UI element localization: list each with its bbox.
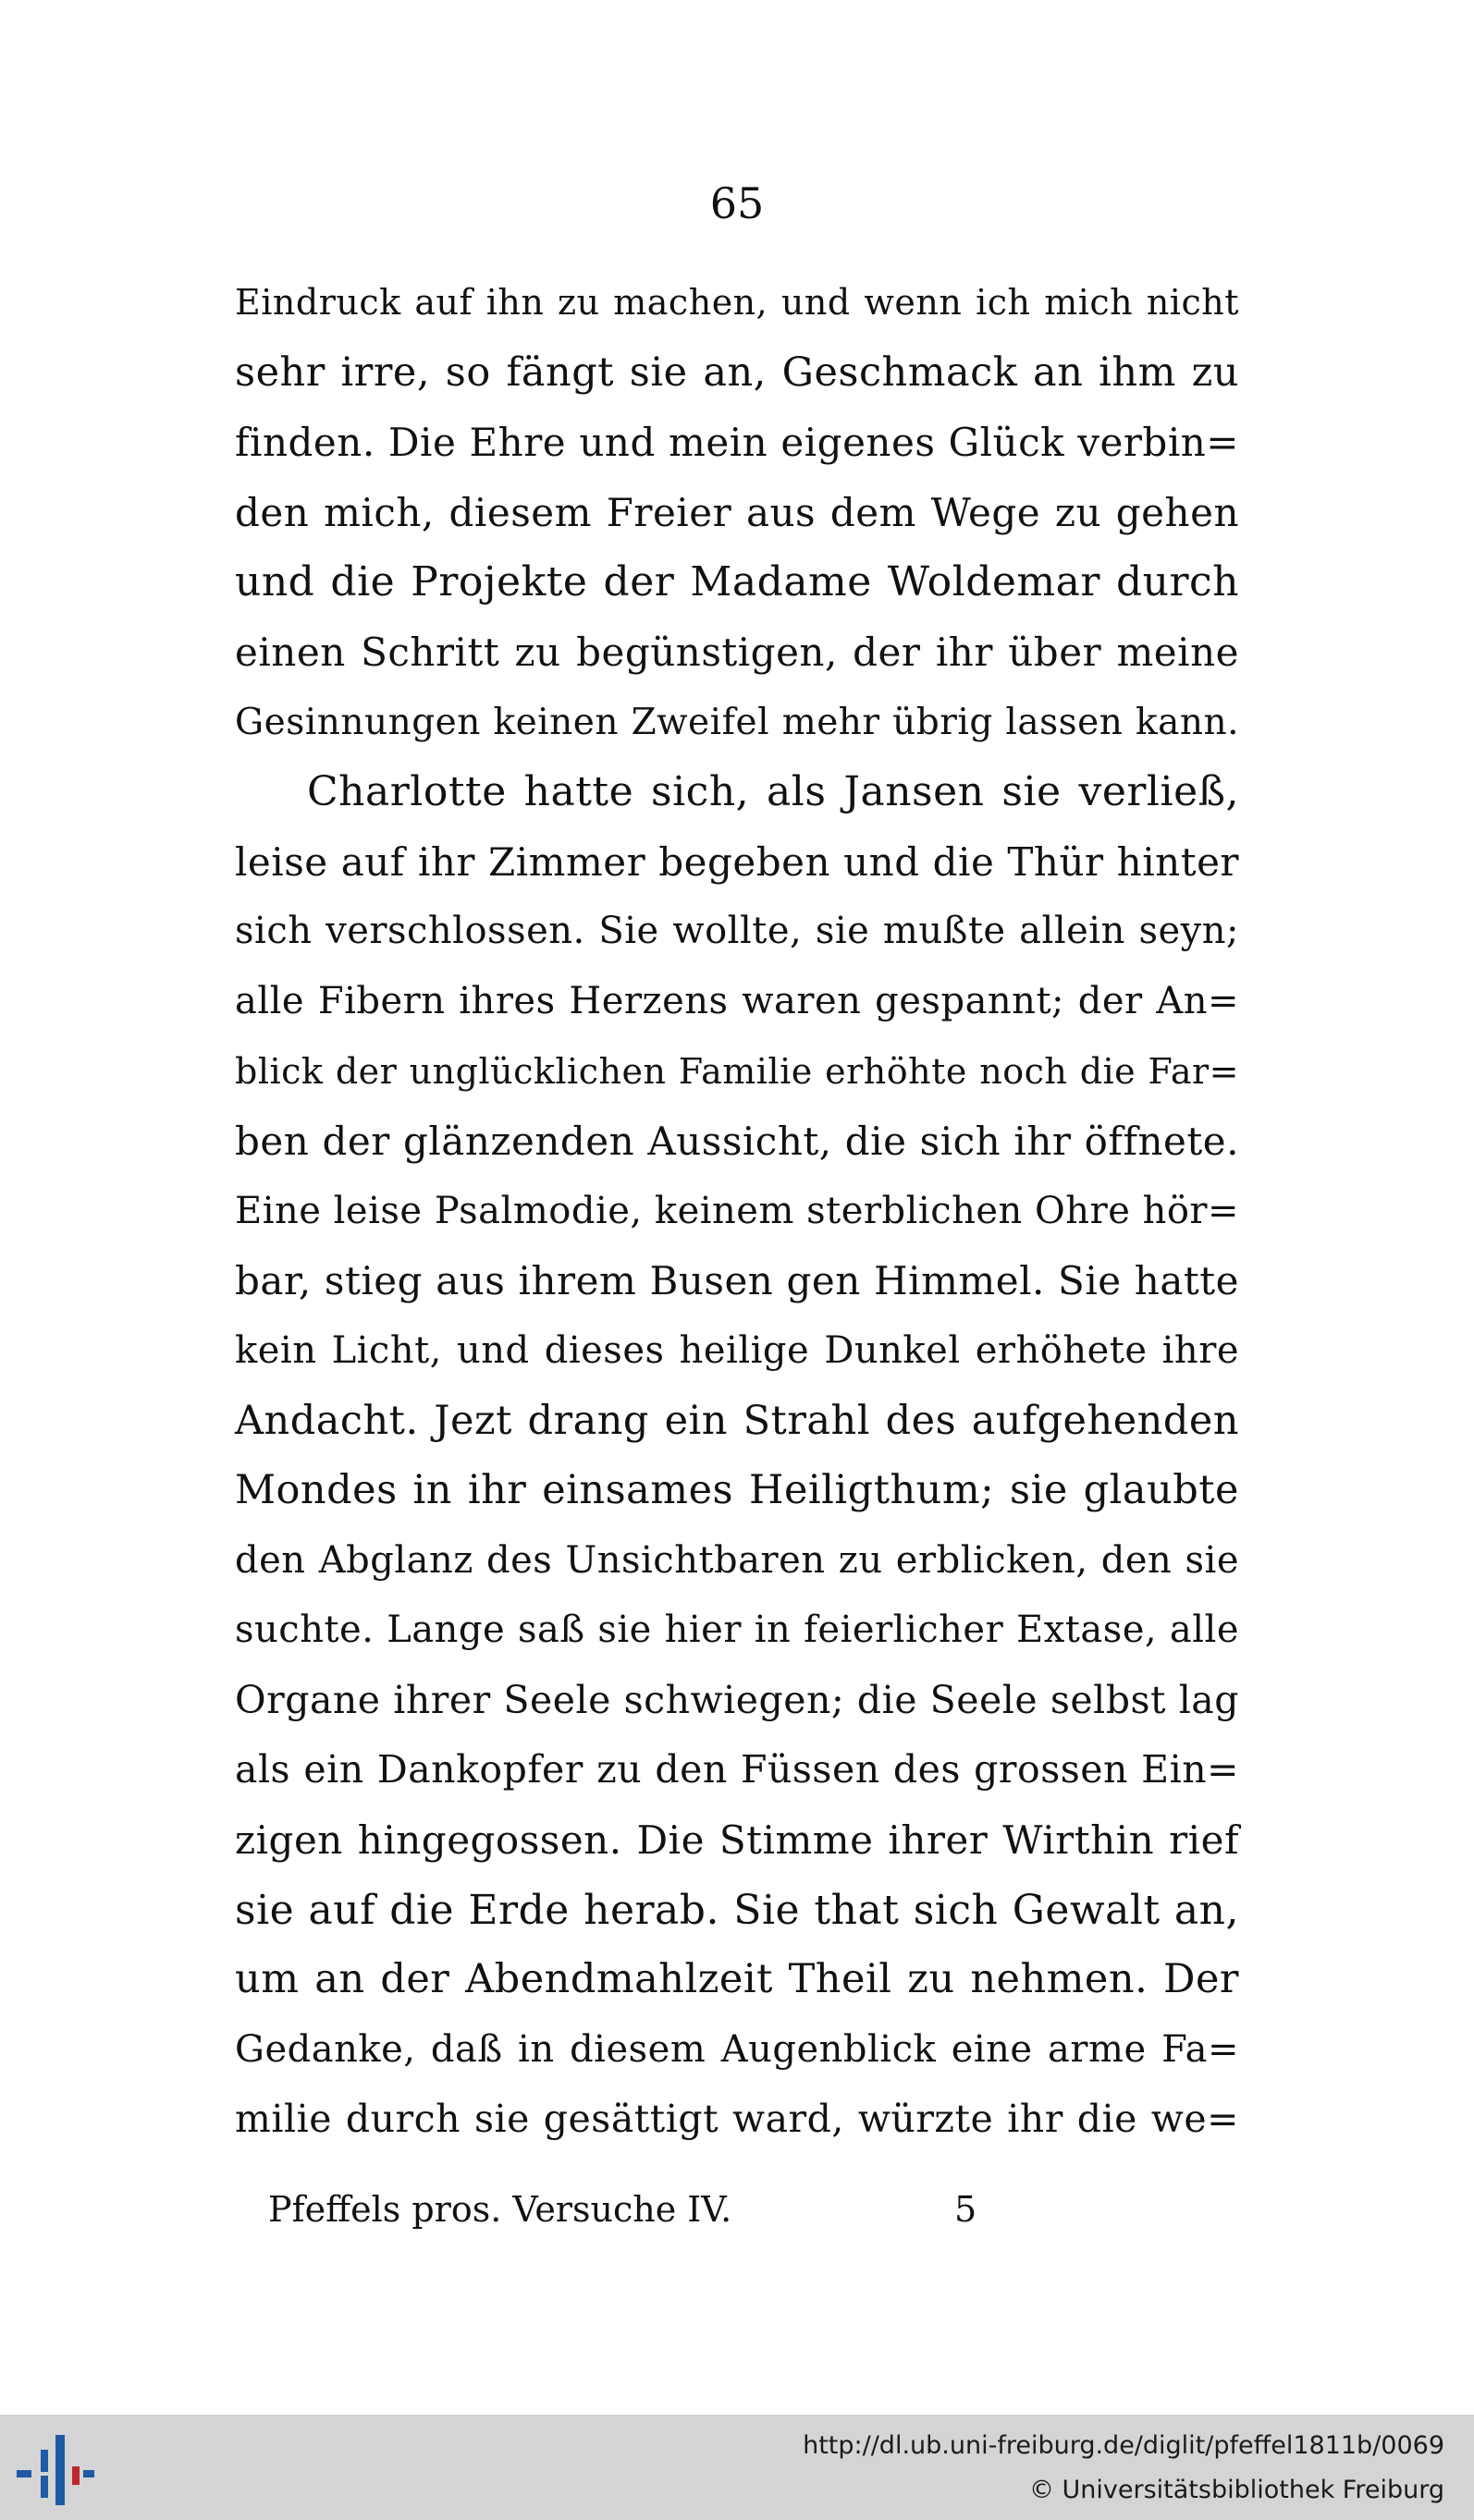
text-line: den mich, diesem Freier aus dem Wege zu gehen <box>235 489 1239 535</box>
text-line: Organe ihrer Seele schwiegen; die Seele selbst lag <box>235 1677 1239 1722</box>
text-line: milie durch sie gesättigt ward, würzte ihr die we= <box>235 2097 1239 2142</box>
text-line: Eindruck auf ihn zu machen, und wenn ich mich nicht <box>235 282 1239 323</box>
footer-sheet-number: 5 <box>954 2189 977 2230</box>
text-line: und die Projekte der Madame Woldemar durch <box>235 558 1239 606</box>
ub-freiburg-logo-icon <box>13 2429 96 2507</box>
text-line: bar, stieg aus ihrem Busen gen Himmel. Sie hatte <box>235 1258 1239 1304</box>
text-line: kein Licht, und dieses heilige Dunkel erhöhete ihre <box>235 1328 1239 1372</box>
text-line: alle Fibern ihres Herzens waren gespannt; der An= <box>235 979 1239 1022</box>
library-footer-bar <box>0 2415 1474 2520</box>
text-line: Mondes in ihr einsames Heiligthum; sie glaubte <box>235 1467 1239 1514</box>
copyright-notice: © Universitätsbibliothek Freiburg <box>1028 2476 1444 2504</box>
body-text <box>235 268 1239 2155</box>
text-line: finden. Die Ehre und mein eigenes Glück verbin= <box>235 420 1239 466</box>
text-line: leise auf ihr Zimmer begeben und die Thür hinter <box>235 838 1239 885</box>
text-line: den Abglanz des Unsichtbaren zu erblicken, den sie <box>235 1538 1239 1582</box>
text-line: suchte. Lange saß sie hier in feierlicher Extase, alle <box>235 1609 1239 1652</box>
text-line: Andacht. Jezt drang ein Strahl des aufgehenden <box>235 1397 1239 1444</box>
text-line: einen Schritt zu begünstigen, der ihr über meine <box>235 629 1239 675</box>
document-url-link[interactable]: http://dl.ub.uni-freiburg.de/diglit/pfeffel1811b/0069 <box>803 2431 1444 2460</box>
text-line: Gedanke, daß in diesem Augenblick eine arme Fa= <box>235 2027 1239 2071</box>
text-line: sehr irre, so fängt sie an, Geschmack an ihm zu <box>235 349 1239 396</box>
page-number: 65 <box>709 178 765 228</box>
text-line: um an der Abendmahlzeit Theil zu nehmen. Der <box>235 1956 1239 2003</box>
text-line: blick der unglücklichen Familie erhöhte noch die Far= <box>235 1050 1239 1092</box>
text-line: zigen hingegossen. Die Stimme ihrer Wirthin rief <box>235 1817 1239 1864</box>
text-line: als ein Dankopfer zu den Füssen des grossen Ein= <box>235 1747 1239 1792</box>
text-line: Charlotte hatte sich, als Jansen sie verließ, <box>307 768 1239 816</box>
text-line: sie auf die Erde herab. Sie that sich Gewalt an, <box>235 1886 1239 1934</box>
text-line: sich verschlossen. Sie wollte, sie mußte allein seyn; <box>235 910 1239 953</box>
text-line: Eine leise Psalmodie, keinem sterblichen Ohre hör= <box>235 1189 1240 1232</box>
text-line: Gesinnungen keinen Zweifel mehr übrig lassen kann. <box>235 701 1239 743</box>
text-line: ben der glänzenden Aussicht, die sich ihr öffnete. <box>235 1119 1239 1165</box>
footer-signature: Pfeffels pros. Versuche IV. <box>268 2189 732 2230</box>
